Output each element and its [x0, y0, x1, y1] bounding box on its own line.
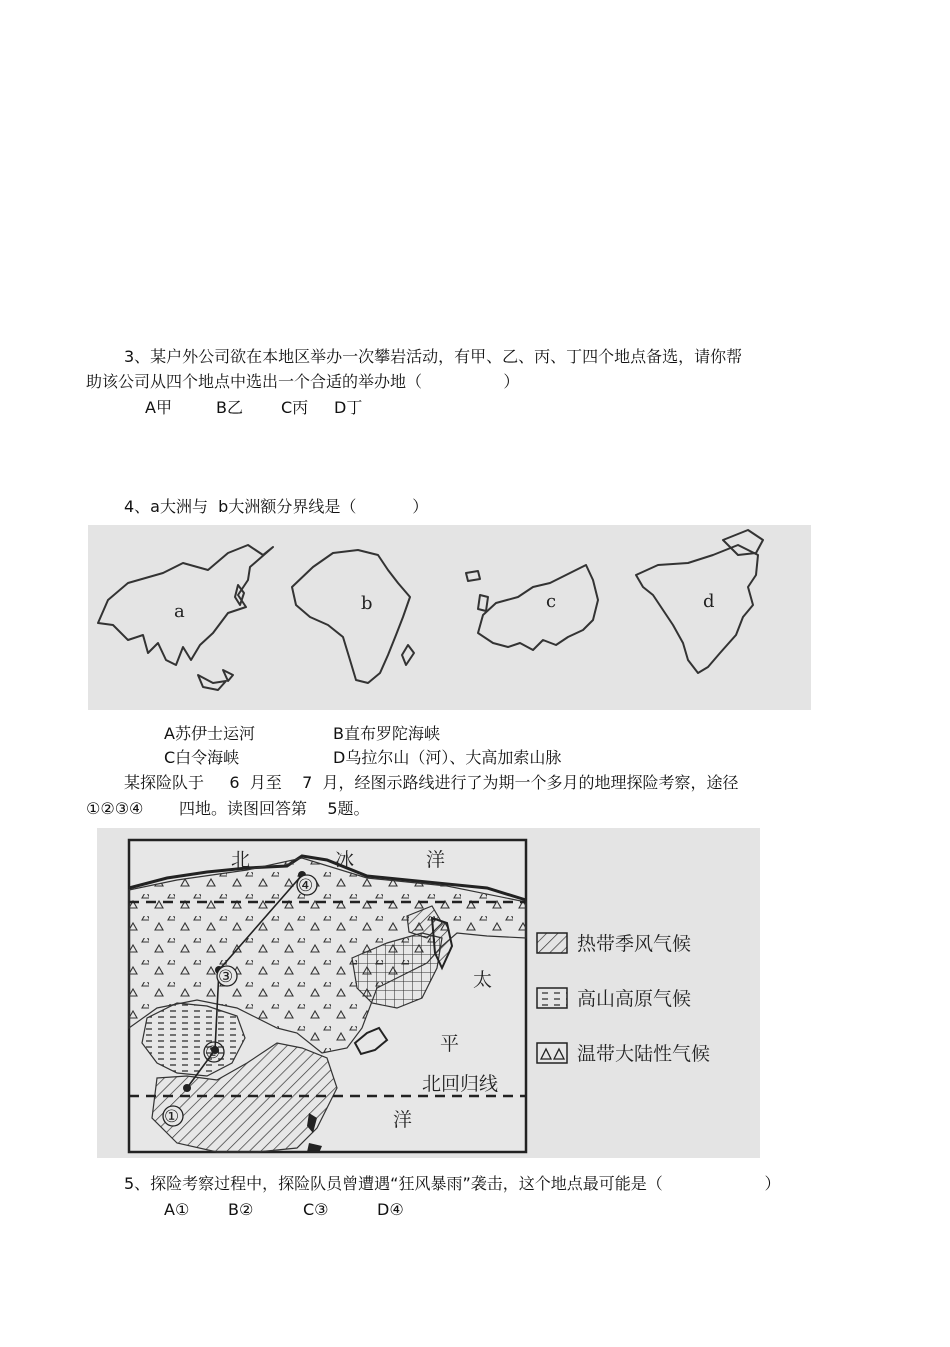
madagascar-outline	[402, 645, 414, 665]
intro-line2: ①②③④ 四地。读图回答第 5题。	[86, 799, 370, 818]
map-label-b: b	[361, 593, 373, 614]
q3-stem-line1: 3、某户外公司欲在本地区举办一次攀岩活动，有甲、乙、丙、丁四个地点备选，请你帮	[124, 347, 743, 366]
point-4-label: ④	[298, 876, 314, 896]
map-legend	[537, 933, 710, 1065]
point-1-dot	[183, 1084, 191, 1092]
sea-label-tai: 太	[473, 969, 493, 991]
africa-outline	[292, 550, 410, 683]
legend-swatch-highland	[537, 988, 567, 1008]
legend-label-temperate: 温带大陆性气候	[577, 1043, 711, 1065]
point-2-label: ②	[205, 1043, 221, 1063]
q4-option-b: B直布罗陀海峡	[333, 724, 440, 743]
q4-stem: 4、a大洲与 b大洲额分界线是（ ）	[124, 497, 429, 516]
q3-option-b: B乙	[216, 398, 243, 417]
iceland-outline	[466, 571, 480, 581]
islands-outline	[198, 675, 226, 690]
q5-option-b: B②	[228, 1200, 254, 1219]
europe-outline	[478, 565, 598, 650]
climate-map-figure	[97, 828, 760, 1158]
sea-label-bing: 冰	[335, 849, 355, 871]
sea-label-yang2: 洋	[393, 1109, 413, 1131]
sea-label-ping: 平	[440, 1033, 460, 1055]
islands2-outline	[223, 670, 233, 681]
greenland-outline	[723, 530, 763, 555]
continents-svg	[88, 525, 811, 710]
q5-option-c: C③	[303, 1200, 329, 1219]
map-label-c: c	[546, 591, 557, 612]
point-3-label: ③	[218, 967, 234, 987]
point-1-label: ①	[164, 1107, 180, 1127]
q4-option-a: A苏伊士运河	[164, 724, 255, 743]
intro-line1: 某探险队于 6 月至 7 月，经图示路线进行了为期一个多月的地理探险考察，途径	[124, 773, 739, 792]
legend-swatch-tropical	[537, 933, 567, 953]
q3-option-d: D丁	[334, 398, 363, 417]
map-label-d: d	[703, 591, 715, 612]
sea-label-bei: 北	[231, 849, 251, 871]
legend-swatch-temperate	[537, 1043, 567, 1063]
climate-map-svg	[97, 828, 760, 1158]
q4-option-d: D乌拉尔山（河）、大高加索山脉	[333, 748, 562, 767]
q3-stem-line2: 助该公司从四个地点中选出一个合适的举办地（ ）	[86, 372, 520, 391]
tropic-of-cancer-label: 北回归线	[422, 1073, 499, 1095]
q5-option-a: A①	[164, 1200, 190, 1219]
asia-outline	[98, 545, 273, 665]
sea-label-yang: 洋	[426, 849, 446, 871]
map-label-a: a	[174, 601, 185, 622]
q4-option-c: C白令海峡	[164, 748, 240, 767]
legend-label-tropical: 热带季风气候	[577, 933, 692, 955]
q3-option-c: C丙	[281, 398, 309, 417]
north-america-outline	[636, 545, 758, 673]
britain-outline	[478, 595, 488, 611]
q5-stem: 5、探险考察过程中，探险队员曾遭遇“狂风暴雨”袭击，这个地点最可能是（ ）	[124, 1174, 781, 1193]
continents-figure	[88, 525, 811, 710]
q3-option-a: A甲	[145, 398, 172, 417]
legend-label-highland: 高山高原气候	[577, 988, 692, 1010]
q5-option-d: D④	[377, 1200, 404, 1219]
